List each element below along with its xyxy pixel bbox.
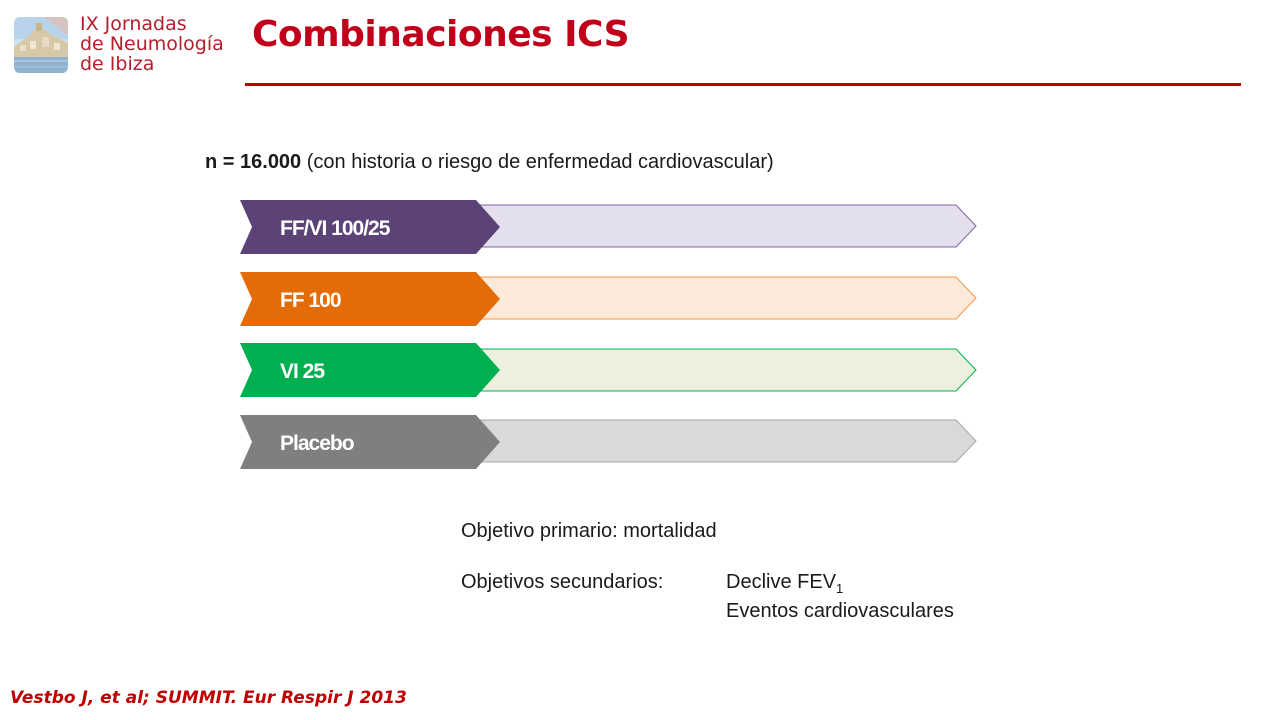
arm-label-3: VI 25 (280, 360, 325, 383)
arm-chevron-4 (240, 415, 500, 469)
arm-chevron-3 (240, 343, 500, 397)
logo-line-2: de Neumología (80, 33, 224, 55)
logo-line-3: de Ibiza (80, 53, 155, 75)
citation: Vestbo J, et al; SUMMIT. Eur Respir J 2013 (10, 688, 407, 708)
arm-bar-3 (478, 349, 976, 391)
secondary-objective-cv-events: Eventos cardiovasculares (726, 600, 954, 622)
arm-placebo (240, 415, 976, 469)
population-n: n = 16.000 (205, 151, 302, 173)
arm-ff-vi (240, 200, 976, 254)
arm-bar-1 (478, 205, 976, 247)
secondary-objective-fev1 (726, 571, 843, 596)
arm-label-2: FF 100 (280, 289, 341, 312)
arm-bar-2 (478, 277, 976, 319)
slide-title: Combinaciones ICS (252, 14, 630, 55)
arm-ff (240, 272, 976, 326)
secondary-objectives-label: Objetivos secundarios: (461, 571, 664, 593)
fev-text: Declive FEV (726, 571, 837, 593)
primary-objective: Objetivo primario: mortalidad (461, 520, 717, 542)
fev-subscript: 1 (836, 581, 844, 596)
population-description: (con historia o riesgo de enfermedad cardiovascular) (301, 151, 774, 173)
arm-label-1: FF/VI 100/25 (280, 217, 390, 240)
arm-label-4: Placebo (280, 432, 354, 455)
logo-line-1: IX Jornadas (80, 13, 187, 35)
arm-vi (240, 343, 976, 397)
arm-chevron-2 (240, 272, 500, 326)
arm-bar-4 (478, 420, 976, 462)
